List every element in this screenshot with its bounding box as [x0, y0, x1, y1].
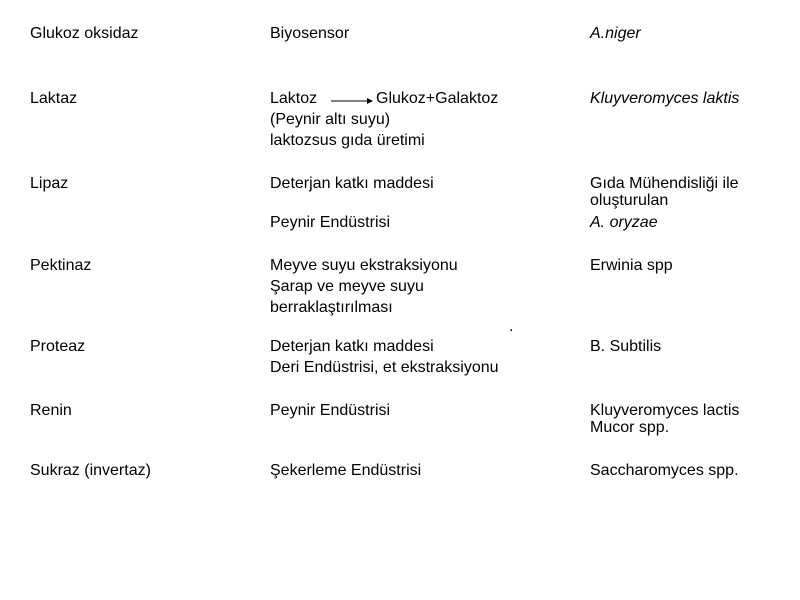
source-organism: Saccharomyces spp. — [590, 462, 739, 479]
application-text: Deri Endüstrisi, et ekstraksiyonu — [270, 359, 499, 376]
source-organism: Gıda Mühendisliği ile — [590, 175, 739, 192]
application-text: (Peynir altı suyu) — [270, 111, 391, 128]
source-organism: Erwinia spp — [590, 257, 673, 274]
application-text: Peynir Endüstrisi — [270, 214, 391, 231]
application-text: Şekerleme Endüstrisi — [270, 462, 422, 479]
application-text: Peynir Endüstrisi — [270, 402, 391, 419]
source-organism: B. Subtilis — [590, 338, 662, 355]
source-organism: A.niger — [590, 25, 641, 42]
source-organism: Kluyveromyces lactis — [590, 402, 740, 419]
application-text: Şarap ve meyve suyu — [270, 278, 424, 295]
application-text: Laktoz — [270, 90, 318, 107]
enzyme-name: Pektinaz — [30, 257, 92, 274]
stray-dot: . — [509, 318, 514, 335]
application-text: Deterjan katkı maddesi — [270, 338, 434, 355]
source-organism: A. oryzae — [590, 214, 658, 231]
enzyme-name: Glukoz oksidaz — [30, 25, 139, 42]
application-text: Biyosensor — [270, 25, 350, 42]
application-text: Glukoz+Galaktoz — [376, 90, 499, 107]
application-text: laktozsus gıda üretimi — [270, 132, 425, 149]
reaction-arrow-icon — [331, 98, 373, 104]
enzyme-name: Sukraz (invertaz) — [30, 462, 151, 479]
enzyme-name: Renin — [30, 402, 72, 419]
application-text: Meyve suyu ekstraksiyonu — [270, 257, 458, 274]
enzyme-name: Proteaz — [30, 338, 86, 355]
source-organism: Kluyveromyces laktis — [590, 90, 740, 107]
enzyme-name: Laktaz — [30, 90, 78, 107]
source-organism: Mucor spp. — [590, 419, 670, 436]
enzyme-name: Lipaz — [30, 175, 69, 192]
source-organism: oluşturulan — [590, 192, 669, 209]
application-text: Deterjan katkı maddesi — [270, 175, 434, 192]
application-text: berraklaştırılması — [270, 299, 393, 316]
